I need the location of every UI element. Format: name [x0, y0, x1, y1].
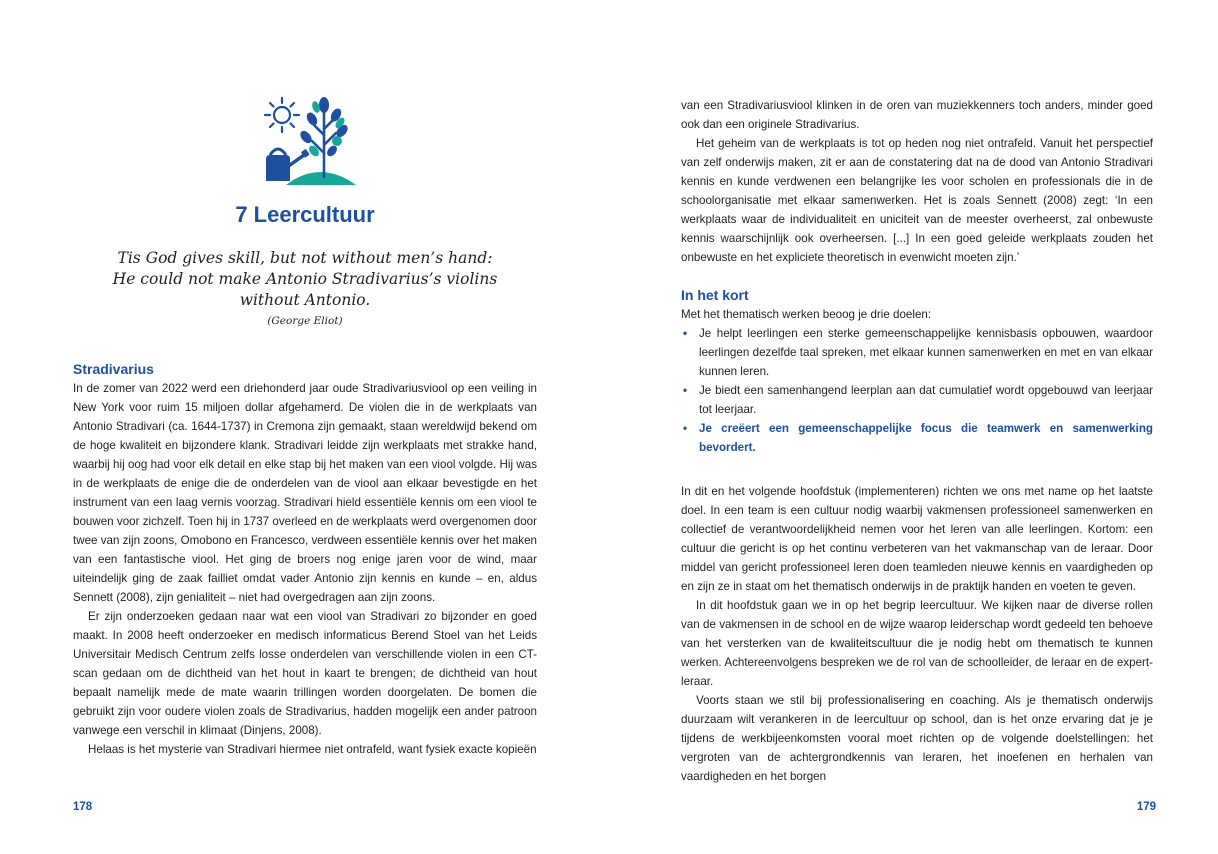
bullet-icon: •	[683, 384, 688, 397]
body-paragraph: In dit en het volgende hoofdstuk (implementeren) richten we ons met name op het laatste doel. In een team is een cultuur nodig waarbij vakmensen professioneel samenwerken en collectief de verantwoordelijkheid nemen voor het leren van alle leerlingen. Kortom: een cultuur die gericht is op het continu verbeteren van het vakmanschap van de leraar. Door middel van gericht professioneel leren doen teamleden nieuwe kennis en vaardigheden op en zijn ze in staat om het thematisch onderwijs in de praktijk handen en voeten te geven.	[681, 485, 1153, 593]
bullet-icon: •	[683, 327, 688, 340]
quote-line: Tis God gives skill, but not without men’s hand:	[117, 249, 493, 267]
list-item-text: Je biedt een samenhangend leerplan aan dat cumulatief wordt opgebouwd van leerjaar tot leerjaar.	[699, 384, 1153, 416]
body-paragraph: In dit hoofdstuk gaan we in op het begrip leercultuur. We kijken naar de diverse rollen van de vakmensen in de school en de wijze waarop leiderschap wordt gedeeld ten behoeve van het versterken van de kwaliteitscultuur die je nodig hebt om thematisch te kunnen werken. Achtereenvolgens bespreken we de rol van de schoolleider, de leraar en de expert-leraar.	[681, 599, 1153, 688]
list-item	[681, 419, 1153, 457]
quote-author: (George Eliot)	[267, 315, 343, 327]
intro-line: Met het thematisch werken beoog je drie doelen:	[681, 308, 932, 321]
body-paragraph: Voorts staan we stil bij professionalisering en coaching. Als je thematisch onderwijs duurzaam wilt verankeren in de leercultuur op school, dan is het onze ervaring dat je je tijdens de werkbijeenkomsten vooral moet richten op de volgende doelstellingen: het vergroten van de achtergrondkennis van leraren, het inoefenen en herhalen van vaardigheden en het borgen	[681, 694, 1153, 783]
body-paragraph: van een Stradivariusviool klinken in de oren van muziekkenners toch anders, minder goed ook dan een originele Stradivarius.	[681, 99, 1153, 131]
list-item-text: Je creëert een gemeenschappelijke focus die teamwerk en samenwerking bevordert.	[699, 422, 1153, 454]
list-item	[681, 324, 1153, 381]
left-body	[73, 360, 537, 759]
body-paragraph: Er zijn onderzoeken gedaan naar wat een viool van Stradivari zo bijzonder en goed maakt. In 2008 heeft onderzoeker en medisch informaticus Berend Stoel van het Leids Universitair Medisch Centrum zelfs losse onderdelen van verschillende violen in een CT-scan gedaan om de dichtheid van het hout in kaart te brengen; de dichtheid van hout bepaalt namelijk mede de mate waarin trillingen worden doorgelaten. De bomen die gebruikt zijn voor oudere violen zoals de Stradivarius, hadden mogelijk een ander patroon vanwege een verschil in klimaat (Dinjens, 2008).	[73, 610, 537, 737]
page-number: 178	[73, 801, 93, 813]
list-item-text: Je helpt leerlingen een sterke gemeenschappelijke kennisbasis opbouwen, waardoor leerlingen dezelfde taal spreken, met elkaar kunnen samenwerken en met en van elkaar kunnen leren.	[699, 327, 1153, 378]
page-number: 179	[1136, 801, 1156, 813]
right-page	[609, 0, 1218, 854]
bullet-icon: •	[683, 422, 688, 435]
goals-list	[681, 324, 1153, 457]
quote-line: He could not make Antonio Stradivarius’s violins	[112, 270, 498, 288]
chapter-title: 7 Leercultuur	[235, 202, 375, 227]
body-paragraph: Helaas is het mysterie van Stradivari hiermee niet ontrafeld, want fysiek exacte kopieën	[88, 743, 537, 756]
section-heading-in-het-kort: In het kort	[681, 287, 749, 303]
quote-line: without Antonio.	[239, 291, 371, 309]
epigraph-quote	[110, 248, 500, 329]
section-heading-stradivarius: Stradivarius	[73, 361, 154, 377]
tree-sun-watering-can-icon	[258, 93, 358, 185]
right-body	[681, 96, 1153, 786]
list-item	[681, 381, 1153, 419]
body-paragraph: In de zomer van 2022 werd een driehonderd jaar oude Stradivariusviool op een veiling in New York voor ruim 15 miljoen dollar afgehamerd. De violen die in de werkplaats van Antonio Stradivari (ca. 1644-1737) in Cremona zijn gemaakt, staan wereldwijd bekend om de hoge kwaliteit en bijzondere klank. Stradivari leidde zijn werkplaats met strakke hand, waarbij hij oog had voor elk detail en elke stap bij het maken van een viool volgde. Hij was in de werkplaats de enige die de onderdelen van de viool aan elkaar bevestigde en het instrument van een laag vernis voorzag. Stradivari hield essentiële kennis om een viool te bouwen voor zichzelf. Toen hij in 1737 overleed en de werkplaats werd overgenomen door twee van zijn zoons, Omobono en Francesco, verdween essentiële kennis over het maken van een fantastische viool. Het ging de broers nog enige jaren voor de wind, maar uiteindelijk ging de zaak failliet omdat vader Antonio zijn kennis en kunde – en, aldus Sennett (2008), zijn genialiteit – niet had overgedragen aan zijn zoons.	[73, 382, 538, 604]
body-paragraph: Het geheim van de werkplaats is tot op heden nog niet ontrafeld. Vanuit het perspectief van zelf onderwijs maken, zit er aan de constatering dat na de dood van Antonio Stradivari kennis en kunde verdwenen een belangrijke les voor scholen en professionals die in de schoolorganisatie met elkaar samenwerken. Het is zoals Sennett (2008) zegt: ‘In een werkplaats waar de individualiteit en uniciteit van de meester overheerst, zal onbewuste kennis waarschijnlijk ook overheersen. [...] In een goed geleide werkplaats zouden het onbewuste en het expliciete theoretisch in evenwicht moeten zijn.’	[681, 137, 1153, 264]
